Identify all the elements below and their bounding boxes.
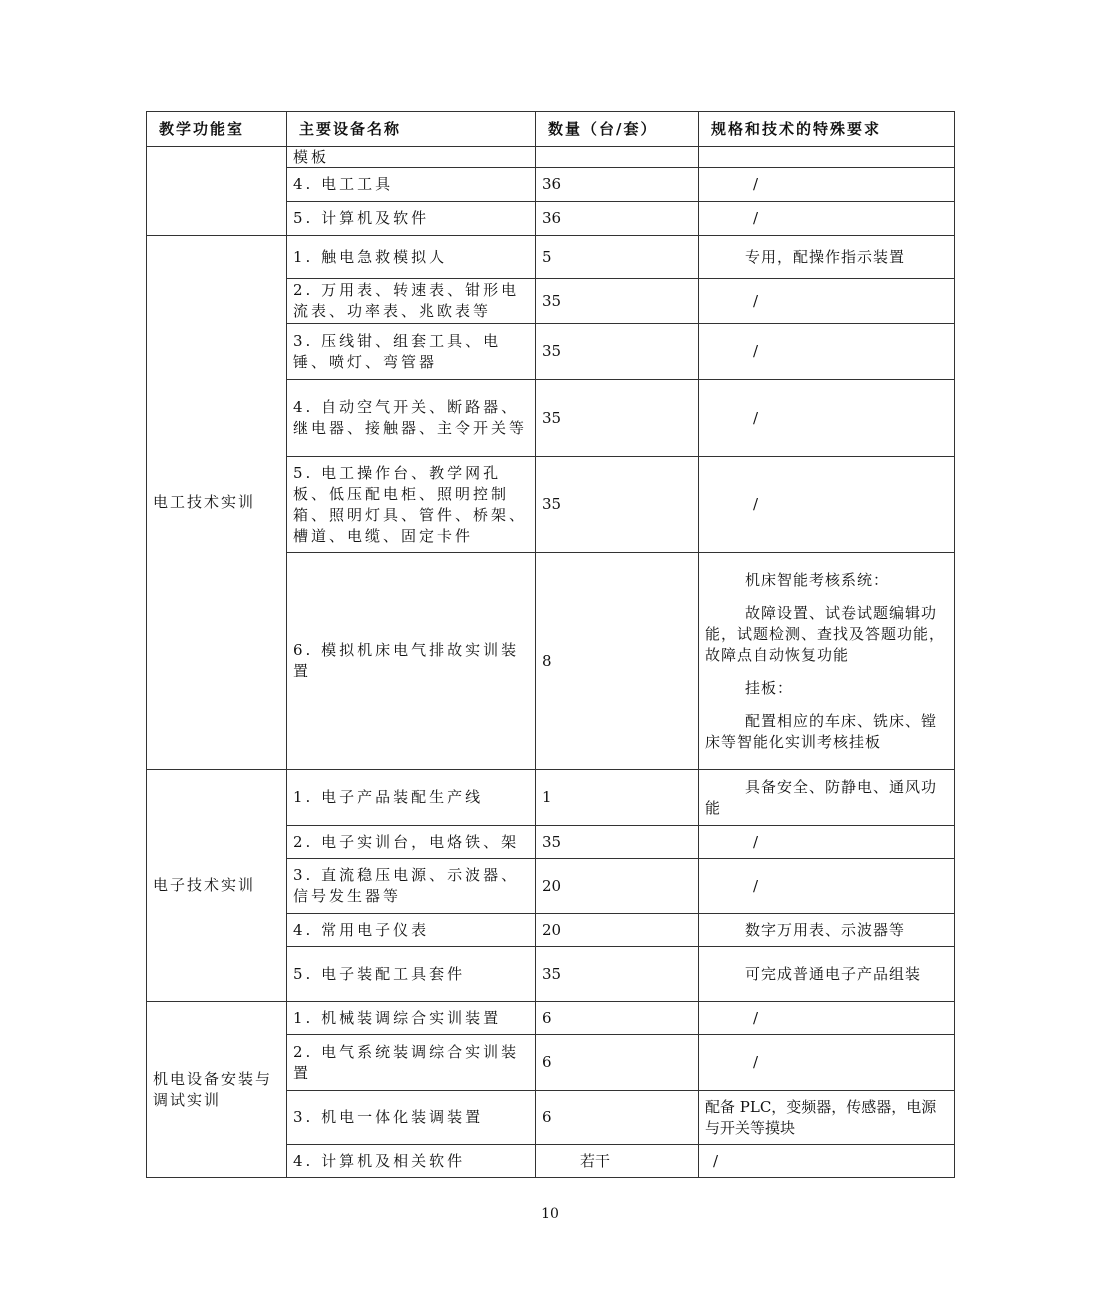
page-number: 10: [541, 1206, 559, 1222]
spec-cell: /: [699, 279, 955, 324]
equipment-cell: 4. 自动空气开关、断路器、继电器、接触器、主令开关等: [287, 380, 536, 457]
quantity-cell: 5: [536, 236, 699, 279]
spec-cell: 专用，配操作指示装置: [699, 236, 955, 279]
equipment-cell: 1. 触电急救模拟人: [287, 236, 536, 279]
quantity-cell: 1: [536, 770, 699, 826]
equipment-cell: 5. 计算机及软件: [287, 202, 536, 236]
equipment-cell: 3. 机电一体化装调装置: [287, 1091, 536, 1145]
header-room: 教学功能室: [147, 112, 287, 147]
spec-cell: 数字万用表、示波器等: [699, 914, 955, 947]
spec-cell: /: [699, 202, 955, 236]
spec-cell: [699, 553, 955, 770]
spec-cell: 配备 PLC，变频器，传感器，电源与开关等摸块: [699, 1091, 955, 1145]
spec-cell: /: [699, 168, 955, 202]
quantity-cell: 20: [536, 914, 699, 947]
table-row: [147, 770, 955, 826]
equipment-cell: 4. 电工工具: [287, 168, 536, 202]
spec-paragraph: 配置相应的车床、铣床、镗床等智能化实训考核挂板: [705, 711, 938, 751]
equipment-table: [146, 111, 955, 1178]
equipment-cell: 5. 电工操作台、教学网孔板、低压配电柜、照明控制箱、照明灯具、管件、桥架、槽道、电缆、固定卡件: [287, 457, 536, 553]
equipment-cell: 1. 电子产品装配生产线: [287, 770, 536, 826]
spec-cell: /: [699, 380, 955, 457]
spec-cell: /: [699, 1035, 955, 1091]
quantity-cell: 35: [536, 457, 699, 553]
spec-paragraph: 机床智能考核系统：: [745, 570, 890, 589]
equipment-cell: 4. 常用电子仪表: [287, 914, 536, 947]
equipment-cell: 3. 压线钳、组套工具、电锤、喷灯、弯管器: [287, 324, 536, 380]
room-cell: [147, 147, 287, 236]
quantity-cell: 6: [536, 1002, 699, 1035]
header-equipment: 主要设备名称: [287, 112, 536, 147]
quantity-cell: 8: [536, 553, 699, 770]
equipment-cell: 模板: [287, 147, 536, 168]
table-row: [147, 1002, 955, 1035]
spec-cell: [699, 147, 955, 168]
quantity-cell: 35: [536, 947, 699, 1002]
quantity-cell: 36: [536, 168, 699, 202]
table-row: [147, 147, 955, 168]
spec-paragraph: 挂板：: [745, 678, 794, 697]
quantity-cell: 35: [536, 380, 699, 457]
header-spec: 规格和技术的特殊要求: [699, 112, 955, 147]
equipment-cell: 2. 电子实训台，电烙铁、架: [287, 826, 536, 859]
equipment-cell: 2. 电气系统装调综合实训装置: [287, 1035, 536, 1091]
header-quantity: 数量（台/套）: [536, 112, 699, 147]
quantity-cell: 35: [536, 324, 699, 380]
equipment-cell: 4. 计算机及相关软件: [287, 1145, 536, 1178]
table-header-row: [147, 112, 955, 147]
table-row: [147, 236, 955, 279]
spec-cell: /: [699, 1145, 955, 1178]
equipment-cell: 1. 机械装调综合实训装置: [287, 1002, 536, 1035]
room-cell: 电工技术实训: [147, 236, 287, 770]
spec-cell: /: [699, 826, 955, 859]
quantity-cell: 6: [536, 1035, 699, 1091]
quantity-cell: 35: [536, 279, 699, 324]
spec-cell: /: [699, 1002, 955, 1035]
quantity-cell: 若干: [536, 1145, 699, 1178]
equipment-cell: 5. 电子装配工具套件: [287, 947, 536, 1002]
quantity-cell: 20: [536, 859, 699, 914]
spec-cell: /: [699, 324, 955, 380]
quantity-cell: 36: [536, 202, 699, 236]
equipment-cell: 2. 万用表、转速表、钳形电流表、功率表、兆欧表等: [287, 279, 536, 324]
quantity-cell: 35: [536, 826, 699, 859]
equipment-cell: 6. 模拟机床电气排故实训装置: [287, 553, 536, 770]
spec-cell: 具备安全、防静电、通风功能: [699, 770, 955, 826]
room-cell: 电子技术实训: [147, 770, 287, 1002]
quantity-cell: 6: [536, 1091, 699, 1145]
spec-paragraph: 故障设置、试卷试题编辑功能，试题检测、查找及答题功能，故障点自动恢复功能: [705, 603, 946, 664]
quantity-cell: [536, 147, 699, 168]
room-cell: 机电设备安装与调试实训: [147, 1002, 287, 1178]
spec-cell: 可完成普通电子产品组装: [699, 947, 955, 1002]
spec-cell: /: [699, 457, 955, 553]
spec-cell: /: [699, 859, 955, 914]
equipment-cell: 3. 直流稳压电源、示波器、信号发生器等: [287, 859, 536, 914]
